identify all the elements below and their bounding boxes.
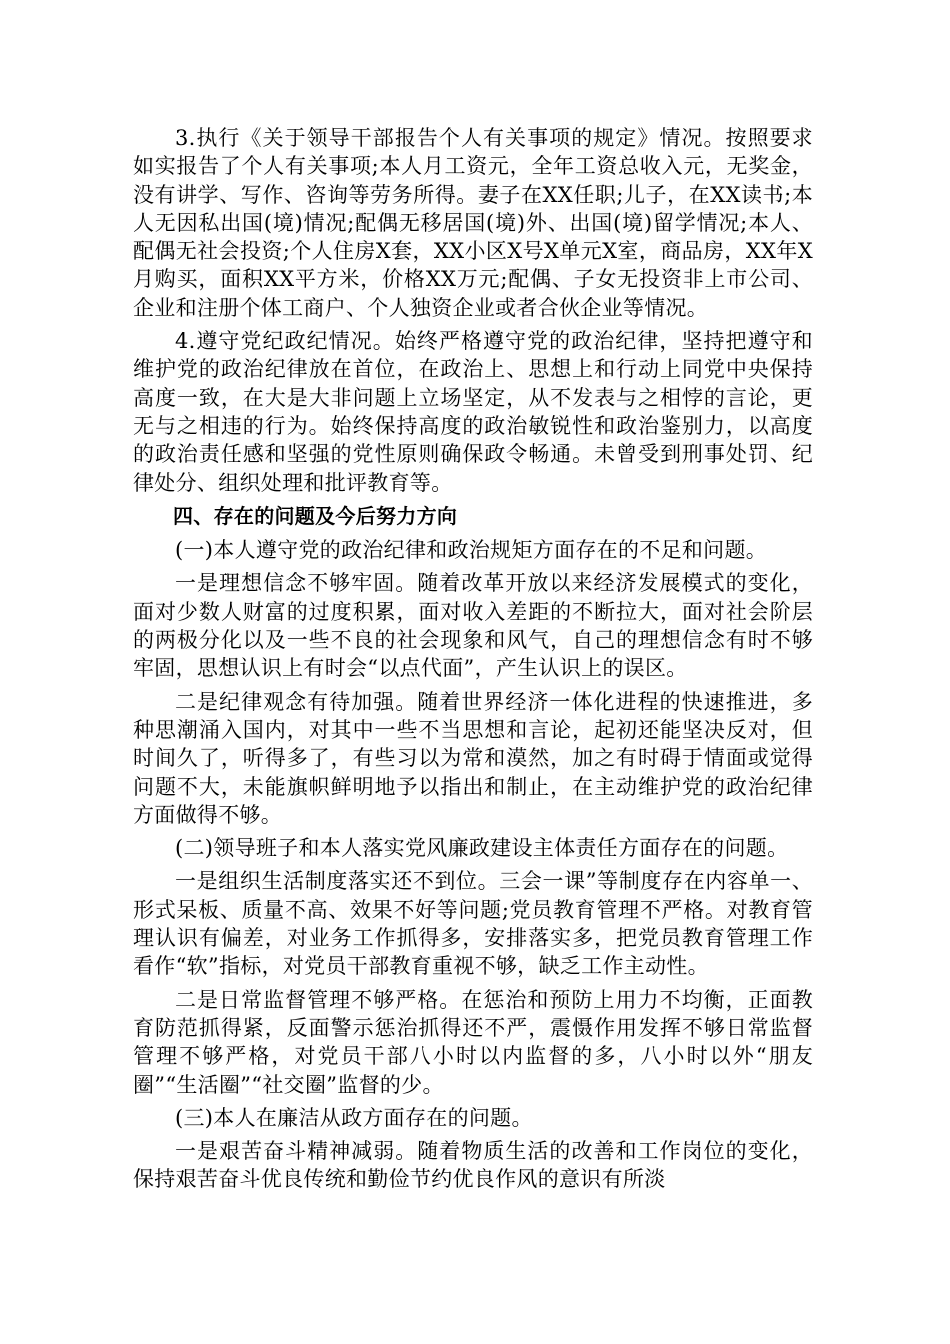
- paragraph-party-discipline: 4.遵守党纪政纪情况。始终严格遵守党的政治纪律，坚持把遵守和维护党的政治纪律放在首位，在政治上、思想上和行动上同党中央保持高度一致，在大是大非问题上立场坚定，从不发表与之相悖的言论，更无与之相违的行为。始终保持高度的政治敏锐性和政治鉴别力，以高度的政治责任感和坚强的党性原则确保政令畅通。未曾受到刑事处罚、纪律处分、组织处理和批评教育等。: [133, 329, 813, 495]
- paragraph-organizational-life: 一是组织生活制度落实还不到位。三会一课”等制度存在内容单一、形式呆板、质量不高、效果不好等问题;党员教育管理不严格。对教育管理认识有偏差，对业务工作抓得多，安排落实多，把党员教育管理工作看作“软”指标，对党员干部教育重视不够，缺乏工作主动性。: [133, 869, 813, 979]
- paragraph-subsection-3: (三)本人在廉洁从政方面存在的问题。: [175, 1105, 533, 1130]
- paragraph-daily-supervision: 二是日常监督管理不够严格。在惩治和预防上用力不均衡，正面教育防范抓得紧，反面警示惩治抓得还不严，震慑作用发挥不够日常监督管理不够严格，对党员干部八小时以内监督的多，八小时以外“朋友圈”“生活圈”“社交圈”监督的少。: [133, 987, 813, 1097]
- paragraph-ideals-beliefs: 一是理想信念不够牢固。随着改革开放以来经济发展模式的变化，面对少数人财富的过度积累，面对收入差距的不断拉大，面对社会阶层的两极分化以及一些不良的社会现象和风气，自己的理想信念有时不够牢固，思想认识上有时会“以点代面”，产生认识上的误区。: [133, 571, 813, 681]
- paragraph-subsection-2: (二)领导班子和本人落实党风廉政建设主体责任方面存在的问题。: [175, 836, 789, 861]
- document-page: [133, 124, 813, 1199]
- paragraph-discipline-concept: 二是纪律观念有待加强。随着世界经济一体化进程的快速推进，多种思潮涌入国内，对其中一些不当思想和言论，起初还能坚决反对，但时间久了，听得多了，有些习以为常和漠然，加之有时碍于情面或觉得问题不大，未能旗帜鲜明地予以指出和制止，在主动维护党的政治纪律方面做得不够。: [133, 689, 813, 827]
- section-heading-problems: 四、存在的问题及今后努力方向: [173, 503, 458, 528]
- paragraph-subsection-1: (一)本人遵守党的政治纪律和政治规矩方面存在的不足和问题。: [175, 538, 768, 563]
- paragraph-personal-matters-report: 3.执行《关于领导干部报告个人有关事项的规定》情况。按照要求如实报告了个人有关事项;本人月工资元，全年工资总收入元，无奖金，没有讲学、写作、咨询等劳务所得。妻子在XX任职;儿子，在XX读书;本人无因私出国(境)情况;配偶无移居国(境)外、出国(境)留学情况;本人、配偶无社会投资;个人住房X套，XX小区X号X单元X室，商品房，XX年X月购买，面积XX平方米，价格XX万元;配偶、子女无投资非上市公司、企业和注册个体工商户、个人独资企业或者合伙企业等情况。: [133, 126, 813, 320]
- paragraph-hard-work-spirit: 一是艰苦奋斗精神减弱。随着物质生活的改善和工作岗位的变化，保持艰苦奋斗优良传统和勤俭节约优良作风的意识有所淡: [133, 1139, 813, 1192]
